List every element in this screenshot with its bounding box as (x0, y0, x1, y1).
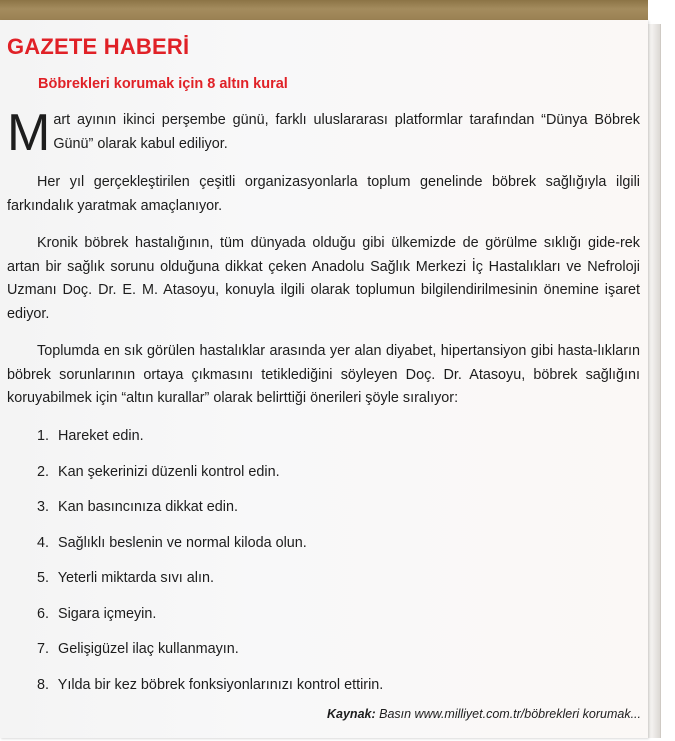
rule-item (37, 637, 383, 673)
rule-number: 4. (37, 534, 50, 551)
source-citation (327, 707, 641, 721)
golden-rules-list (37, 424, 383, 708)
rule-text: Hareket edin. (58, 428, 144, 444)
rule-item (37, 495, 383, 531)
source-text: Basın www.milliyet.com.tr/böbrekleri korumak... (375, 707, 641, 721)
drop-cap: M (7, 104, 51, 162)
rule-text: Gelişigüzel ilaç kullanmayın. (58, 641, 239, 657)
article-paragraph: Kronik böbrek hastalığının, tüm dünyada olduğu gibi ülkemizde de görülme sıklığı gide-rek artan bir sağlık sorunu olduğuna dikkat çeken Anadolu Sağlık Merkezi İç Hastalıkları ve Nefroloji Uzmanı Doç. Dr. E. M. Atasoyu, konuyla ilgili olarak toplumun bilgilendirilmesinin önemine işaret ediyor. (7, 235, 640, 322)
rule-item (37, 531, 383, 567)
intro-text: art ayının ikinci perşembe günü, farklı uluslararası platformlar tarafından “Dünya Böbrek Günü” olarak kabul ediliyor. (53, 112, 640, 152)
rule-number: 2. (37, 463, 50, 480)
page-heading: GAZETE HABERİ (7, 34, 190, 59)
rule-item (37, 566, 383, 602)
rule-number: 7. (37, 641, 50, 657)
rule-text: Sigara içmeyin. (58, 605, 157, 622)
article-subtitle: Böbrekleri korumak için 8 altın kural (38, 76, 288, 92)
rule-number: 6. (37, 605, 50, 622)
rule-text: Kan basıncınıza dikkat edin. (58, 499, 238, 515)
wood-background-band (0, 0, 648, 20)
rule-number: 3. (37, 499, 50, 515)
rule-number: 5. (37, 570, 50, 586)
rule-text: Yeterli miktarda sıvı alın. (57, 570, 214, 586)
rule-item (37, 673, 383, 709)
rule-item (37, 424, 383, 460)
article-intro-paragraph (7, 104, 640, 162)
rule-number: 1. (37, 428, 50, 444)
article-paragraph: Toplumda en sık görülen hastalıklar arasında yer alan diyabet, hipertansiyon gibi hasta-lıkların böbrek sorunlarının ortaya çıkmasını tetiklediğini söyleyen Doç. Dr. Atasoyu, böbrek sağlığını koruyabilmek için “altın kurallar” olarak belirttiği önerileri şöyle sıralıyor: (7, 343, 640, 406)
rule-text: Sağlıklı beslenin ve normal kiloda olun. (58, 534, 307, 551)
source-label: Kaynak: (327, 707, 376, 721)
article-paragraph: Her yıl gerçekleştirilen çeşitli organizasyonlarla toplum genelinde böbrek sağlığıyla ilgili farkındalık yaratmak amaçlanıyor. (7, 174, 640, 214)
rule-item (37, 602, 383, 638)
rule-text: Kan şekerinizi düzenli kontrol edin. (58, 463, 280, 480)
rule-item (37, 460, 383, 496)
rule-text: Yılda bir kez böbrek fonksiyonlarınızı kontrol ettirin. (57, 676, 384, 693)
rule-number: 8. (37, 676, 50, 693)
